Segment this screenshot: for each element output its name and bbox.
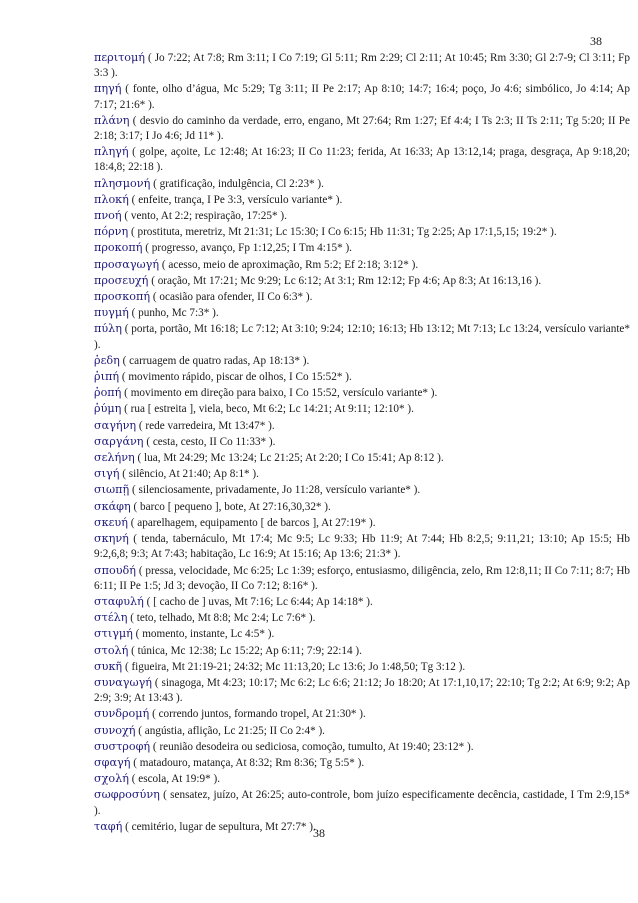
entry-definition: ( carruagem de quatro radas, Ap 18:13* ). — [119, 354, 310, 367]
entry-definition: ( reunião desodeira ou sediciosa, comoção, tumulto, At 19:40; 23:12* ). — [150, 740, 474, 753]
greek-headword: πληγή — [94, 145, 129, 159]
greek-headword: σκευή — [94, 515, 128, 529]
glossary-entry — [94, 81, 630, 112]
entry-definition: ( porta, portão, Mt 16:18; Lc 7:12; At 3:10; 9:24; 12:10; 16:13; Hb 13:12; Mt 7:13; Lc 13:24, versículo variante* ). — [94, 323, 630, 351]
glossary-entry — [94, 305, 630, 321]
entry-definition: ( momento, instante, Lc 4:5* ). — [132, 628, 275, 641]
glossary-entry — [94, 466, 630, 482]
greek-headword: προσκοπή — [94, 290, 151, 304]
glossary-entry — [94, 626, 630, 642]
glossary-entries — [94, 50, 630, 835]
greek-headword: ῥιπή — [94, 370, 120, 384]
glossary-entry — [94, 739, 630, 755]
greek-headword: σπουδή — [94, 563, 136, 577]
greek-headword: προκοπή — [94, 241, 143, 255]
entry-definition: ( movimento rápido, piscar de olhos, I Co 15:52* ). — [119, 371, 352, 384]
glossary-entry — [94, 273, 630, 289]
greek-headword: προσευχή — [94, 273, 149, 287]
entry-definition: ( silêncio, At 21:40; Ap 8:1* ). — [119, 468, 259, 481]
page-number-bottom: 38 — [313, 826, 325, 840]
entry-definition: ( rede varredeira, Mt 13:47* ). — [136, 419, 275, 432]
glossary-entry — [94, 610, 630, 626]
glossary-entry — [94, 787, 630, 818]
greek-headword: συστροφή — [94, 739, 151, 753]
glossary-entry — [94, 289, 630, 305]
entry-definition: ( teto, telhado, Mt 8:8; Mc 2:4; Lc 7:6* ). — [127, 612, 316, 625]
entry-definition: ( [ cacho de ] uvas, Mt 7:16; Lc 6:44; Ap 14:18* ). — [143, 595, 373, 608]
glossary-entry — [94, 755, 630, 771]
glossary-entry — [94, 706, 630, 722]
entry-definition: ( angústia, aflição, Lc 21:25; II Co 2:4* ). — [135, 724, 325, 737]
greek-headword: σφαγή — [94, 755, 131, 769]
greek-headword: συνοχή — [94, 723, 136, 737]
entry-definition: ( desvio do caminho da verdade, erro, engano, Mt 27:64; Rm 1:27; Ef 4:4; I Ts 2:3; II Ts 2:11; Tg 5:20; II Pe 2:18; 3:17; I Jo 4:6; Jd 11* ). — [94, 114, 630, 143]
entry-definition: ( acesso, meio de aproximação, Rm 5:2; Ef 2:18; 3:12* ). — [159, 258, 419, 271]
glossary-entry — [94, 594, 630, 610]
glossary-entry — [94, 675, 630, 706]
entry-definition: ( punho, Mc 7:3* ). — [128, 307, 219, 320]
glossary-entry — [94, 643, 630, 659]
glossary-entry — [94, 50, 630, 81]
glossary-entry — [94, 369, 630, 385]
greek-headword: σαργάνη — [94, 434, 144, 448]
entry-definition: ( Jo 7:22; At 7:8; Rm 3:11; I Co 7:19; Gl 5:11; Rm 2:29; Cl 2:11; At 10:45; Rm 3:30; Gl 2:7-9; Cl 3:11; Fp 3:3 ). — [94, 52, 630, 80]
entry-definition: ( aparelhagem, equipamento [ de barcos ], At 27:19* ). — [127, 516, 376, 529]
greek-headword: σταφυλή — [94, 594, 144, 608]
greek-headword: ταφή — [94, 819, 123, 833]
glossary-entry — [94, 240, 630, 256]
greek-headword: σκάφη — [94, 499, 131, 513]
entry-definition: ( gratificação, indulgência, Cl 2:23* ). — [150, 177, 324, 190]
greek-headword: πλάνη — [94, 113, 130, 127]
greek-headword: ῥύμη — [94, 402, 122, 416]
entry-definition: ( progresso, avanço, Fp 1:12,25; I Tm 4:15* ). — [142, 242, 352, 255]
glossary-entry — [94, 659, 630, 675]
greek-headword: πλησμονή — [94, 176, 151, 190]
entry-definition: ( ocasião para ofender, II Co 6:3* ). — [150, 291, 313, 304]
greek-headword: ῥοπή — [94, 386, 122, 400]
glossary-entry — [94, 208, 630, 224]
glossary-entry — [94, 144, 630, 175]
entry-definition: ( silenciosamente, privadamente, Jo 11:28, versículo variante* ). — [129, 484, 421, 497]
greek-headword: σωφροσύνη — [94, 788, 160, 802]
glossary-entry — [94, 771, 630, 787]
greek-headword: στολή — [94, 643, 129, 657]
glossary-entry — [94, 515, 630, 531]
greek-headword: στιγμή — [94, 627, 133, 641]
glossary-entry — [94, 321, 630, 352]
entry-definition: ( figueira, Mt 21:19-21; 24:32; Mc 11:13,20; Lc 13:6; Jo 1:48,50; Tg 3:12 ). — [122, 660, 466, 673]
entry-definition: ( pressa, velocidade, Mc 6:25; Lc 1:39; esforço, entusiasmo, diligência, zelo, Rm 12:8,11; II Co 7:11; 8:7; Hb 6:11; II Pe 1:5; Jd 3; devoção, II Co 7:12; 8:16* ). — [94, 564, 630, 592]
greek-headword: στέλη — [94, 611, 128, 625]
glossary-entry — [94, 563, 630, 594]
entry-definition: ( golpe, açoite, Lc 12:48; At 16:23; II Co 11:23; ferida, At 16:33; Ap 13:12,14; praga, desgraça, Ap 9:18,20; 18:4,8; 22:18 ). — [94, 146, 630, 174]
glossary-entry — [94, 353, 630, 369]
greek-headword: προσαγωγή — [94, 257, 160, 271]
entry-definition: ( vento, At 2:2; respiração, 17:25* ). — [121, 210, 287, 223]
page-number-top: 38 — [590, 34, 602, 48]
entry-definition: ( lua, Mt 24:29; Mc 13:24; Lc 21:25; At 2:20; I Co 15:41; Ap 8:12 ). — [134, 452, 444, 465]
glossary-entry — [94, 434, 630, 450]
glossary-entry — [94, 257, 630, 273]
glossary-entry — [94, 531, 630, 562]
entry-definition: ( barco [ pequeno ], bote, At 27:16,30,32* ). — [130, 500, 331, 513]
glossary-entry — [94, 192, 630, 208]
greek-headword: πυγμή — [94, 306, 129, 320]
entry-definition: ( movimento em direção para baixo, I Co 15:52, versículo variante* ). — [121, 387, 438, 400]
greek-headword: πόρνη — [94, 225, 129, 239]
glossary-entry — [94, 723, 630, 739]
entry-definition: ( sensatez, juízo, At 26:25; auto-controle, bom juízo especificamente decência, castidade, I Tm 2:9,15* ). — [94, 789, 630, 817]
greek-headword: σχολή — [94, 772, 129, 786]
glossary-entry — [94, 224, 630, 240]
entry-definition: ( correndo juntos, formando tropel, At 21:30* ). — [149, 708, 366, 721]
greek-headword: συνδρομή — [94, 707, 150, 721]
greek-headword: σκηνή — [94, 532, 129, 546]
glossary-entry — [94, 113, 630, 144]
glossary-entry — [94, 450, 630, 466]
greek-headword: συκῆ — [94, 659, 123, 673]
entry-definition: ( prostituta, meretriz, Mt 21:31; Lc 15:30; I Co 6:15; Hb 11:31; Tg 2:25; Ap 17:1,5,15; 19:2* ). — [128, 226, 557, 239]
greek-headword: συναγωγή — [94, 675, 152, 689]
entry-definition: ( rua [ estreita ], viela, beco, Mt 6:2; Lc 14:21; At 9:11; 12:10* ). — [121, 403, 414, 416]
greek-headword: σιγή — [94, 467, 120, 481]
greek-headword: σιωπῇ — [94, 483, 130, 497]
glossary-entry — [94, 401, 630, 417]
greek-headword: σελήνη — [94, 451, 135, 465]
entry-definition: ( escola, At 19:9* ). — [128, 773, 220, 786]
glossary-entry — [94, 482, 630, 498]
entry-definition: ( tenda, tabernáculo, Mt 17:4; Mc 9:5; Lc 9:33; Hb 11:9; At 7:44; Hb 8:2,5; 9:11,21; 13:10; Ap 15:5; Hb 9:2,6,8; 9:3; At 7:43; habitação, Lc 16:9; At 15:16; Ap 13:6; 21:3* ). — [94, 533, 630, 561]
entry-definition: ( matadouro, matança, At 8:32; Rm 8:36; Tg 5:5* ). — [130, 756, 365, 769]
glossary-entry — [94, 176, 630, 192]
entry-definition: ( sinagoga, Mt 4:23; 10:17; Mc 6:2; Lc 6:6; 21:12; Jo 18:20; At 17:1,10,17; 22:10; Tg 2:2; At 6:9; 9:2; Ap 2:9; 3:9; At 13:43 ). — [94, 676, 630, 705]
entry-definition: ( fonte, olho d’água, Mc 5:29; Tg 3:11; II Pe 2:17; Ap 8:10; 14:7; 16:4; poço, Jo 4:6; simbólico, Jo 4:14; Ap 7:17; 21:6* ). — [94, 83, 630, 111]
greek-headword: πύλη — [94, 322, 122, 336]
glossary-entry — [94, 385, 630, 401]
greek-headword: ῥεδη — [94, 353, 120, 367]
greek-headword: πνοή — [94, 209, 122, 223]
greek-headword: πηγή — [94, 82, 122, 96]
entry-definition: ( enfeite, trança, I Pe 3:3, versículo variante* ). — [128, 193, 343, 206]
entry-definition: ( cemitério, lugar de sepultura, Mt 27:7* ). — [122, 820, 316, 833]
entry-definition: ( túnica, Mc 12:38; Lc 15:22; Ap 6:11; 7:9; 22:14 ). — [128, 644, 362, 657]
greek-headword: πλοκή — [94, 192, 129, 206]
greek-headword: σαγήνη — [94, 418, 137, 432]
greek-headword: περιτομή — [94, 51, 146, 64]
glossary-entry — [94, 418, 630, 434]
glossary-entry — [94, 499, 630, 515]
entry-definition: ( cesta, cesto, II Co 11:33* ). — [143, 435, 276, 448]
entry-definition: ( oração, Mt 17:21; Mc 9:29; Lc 6:12; At 3:1; Rm 12:12; Fp 4:6; Ap 8:3; At 16:13,16 ). — [148, 274, 542, 287]
